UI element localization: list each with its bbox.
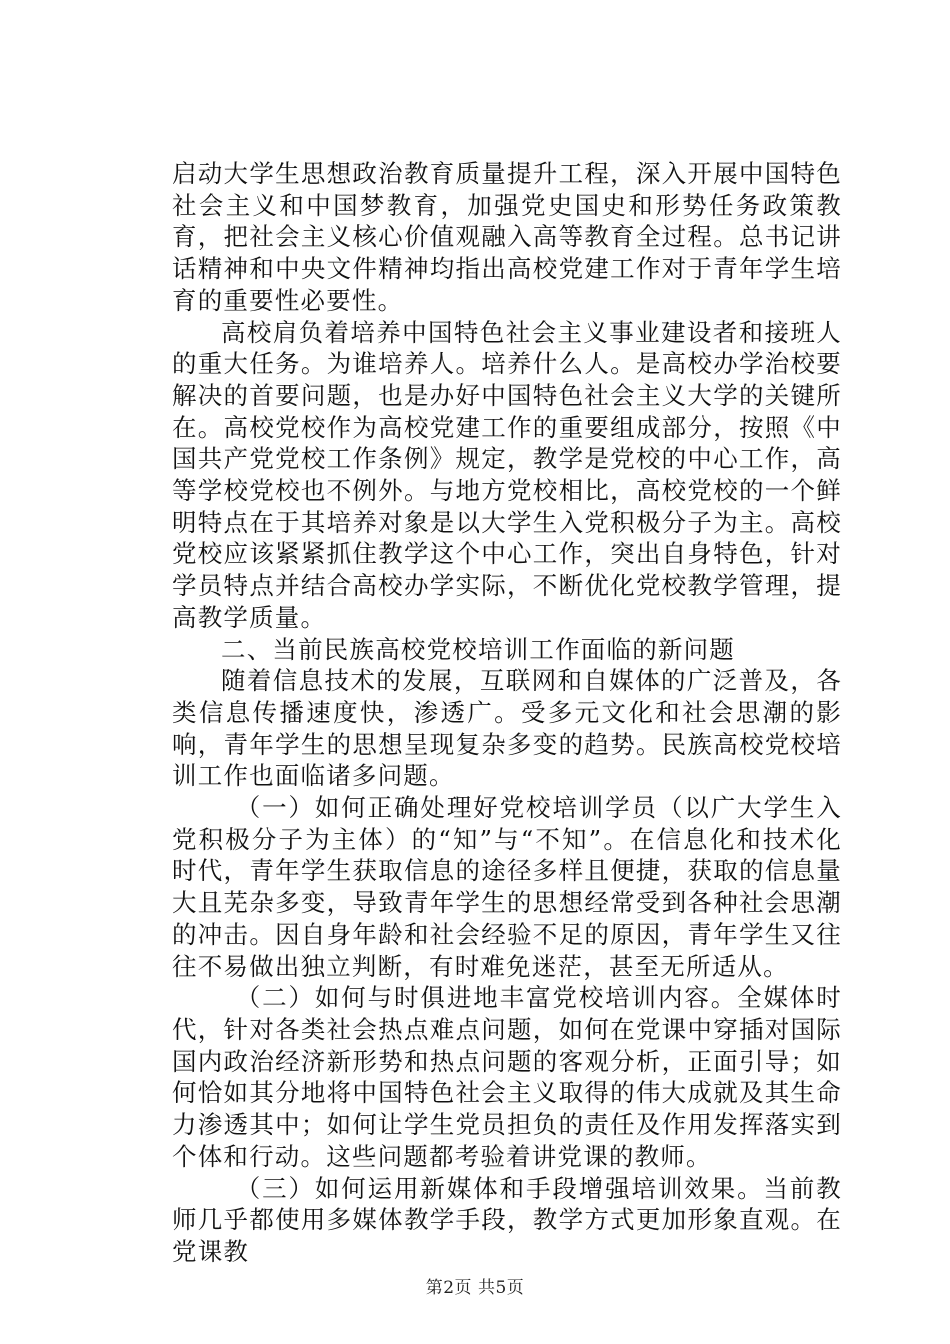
- paragraph-6: （三）如何运用新媒体和手段增强培训效果。当前教师几乎都使用多媒体教学手段，教学方式更加形象直观。在党课教: [172, 1173, 842, 1266]
- paragraph-1: 启动大学生思想政治教育质量提升工程，深入开展中国特色社会主义和中国梦教育，加强党史国史和形势任务政策教育，把社会主义核心价值观融入高等教育全过程。总书记讲话精神和中央文件精神均指出高校党建工作对于青年学生培育的重要性必要性。: [172, 159, 842, 315]
- paragraph-2: 高校肩负着培养中国特色社会主义事业建设者和接班人的重大任务。为谁培养人。培养什么人。是高校办学治校要解决的首要问题，也是办好中国特色社会主义大学的关键所在。高校党校作为高校党建工作的重要组成部分，按照《中国共产党党校工作条例》规定，教学是党校的中心工作，高等学校党校也不例外。与地方党校相比，高校党校的一个鲜明特点在于其培养对象是以大学生入党积极分子为主。高校党校应该紧紧抓住教学这个中心工作，突出自身特色，针对学员特点并结合高校办学实际，不断优化党校教学管理，提高教学质量。: [172, 317, 842, 632]
- paragraph-4: （一）如何正确处理好党校培训学员（以广大学生入党积极分子为主体）的“知”与“不知”。在信息化和技术化时代，青年学生获取信息的途径多样且便捷，获取的信息量大且芜杂多变，导致青年学生的思想经常受到各种社会思潮的冲击。因自身年龄和社会经验不足的原因，青年学生又往往不易做出独立判断，有时难免迷茫，甚至无所适从。: [172, 793, 842, 981]
- document-body: [172, 158, 842, 1268]
- paragraph-3: 随着信息技术的发展，互联网和自媒体的广泛普及，各类信息传播速度快，渗透广。受多元文化和社会思潮的影响，青年学生的思想呈现复杂多变的趋势。民族高校党校培训工作也面临诸多问题。: [172, 666, 842, 791]
- paragraph-5: （二）如何与时俱进地丰富党校培训内容。全媒体时代，针对各类社会热点难点问题，如何在党课中穿插对国际国内政治经济新形势和热点问题的客观分析，正面引导；如何恰如其分地将中国特色社会主义取得的伟大成就及其生命力渗透其中；如何让学生党员担负的责任及作用发挥落实到个体和行动。这些问题都考验着讲党课的教师。: [172, 983, 842, 1171]
- page-footer: 第2页 共5页: [425, 1278, 525, 1298]
- section-heading: 二、当前民族高校党校培训工作面临的新问题: [221, 634, 735, 664]
